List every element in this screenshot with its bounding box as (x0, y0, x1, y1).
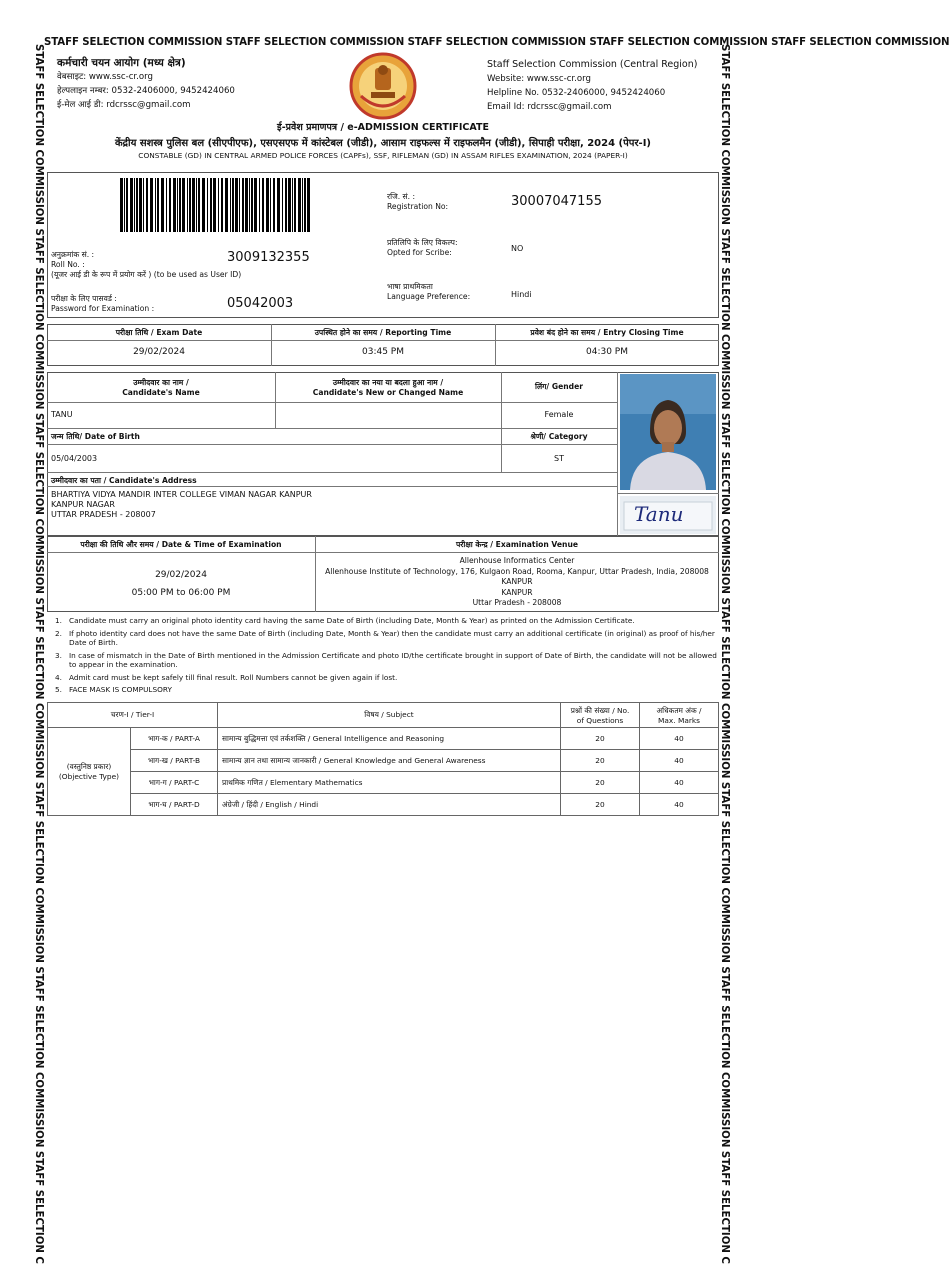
password-label: परीक्षा के लिए पासवर्ड : Password for Examination : (51, 294, 155, 313)
registration-label: रजि. सं. : Registration No: (387, 192, 449, 211)
subject-header: विषय / Subject (218, 703, 561, 728)
candidate-category: ST (554, 454, 564, 463)
venue-label: परीक्षा केन्द्र / Examination Venue (455, 540, 579, 549)
certificate-title (47, 120, 719, 160)
address-label: उम्मीदवार का पता / Candidate's Address (51, 476, 197, 485)
website-english: Website: www.ssc-cr.org (487, 74, 591, 84)
exam-datetime-label: परीक्षा की तिथि और समय / Date & Time of Examination (80, 540, 282, 549)
instruction-item: 3. In case of mismatch in the Date of Birth mentioned in the Admission Certificate and photo ID/the certificate brought in support of Date of Birth, the candidate will not be allowed to appear in the examination. (55, 650, 717, 669)
title-line-2: केंद्रीय सशस्त्र पुलिस बल (सीएपीएफ), एसएसएफ में कांस्टेबल (जीडी), आसाम राइफल्स में राइफलमैन (जीडी), सिपाही परीक्षा, 2024 (पेपर-I) (115, 138, 651, 149)
candidate-address: BHARTIYA VIDYA MANDIR INTER COLLEGE VIMAN NAGAR KANPUR KANPUR NAGAR UTTAR PRADESH - 208007 (51, 490, 312, 519)
email-hindi: ई-मेल आई डी: rdcrssc@gmail.com (57, 100, 191, 110)
category-label: श्रेणी/ Category (530, 432, 588, 441)
exam-date-header: परीक्षा तिथि / Exam Date (115, 328, 203, 337)
email-english: Email Id: rdcrssc@gmail.com (487, 102, 612, 112)
border-watermark-left: STAFF SELECTION COMMISSION STAFF SELECTION COMMISSION STAFF SELECTION COMMISSION STAFF SELECTION COMMISSION STAFF SELECTION COMMISSION STAFF SELECTION COMMISSION STAFF SELECTION C (33, 44, 44, 1264)
exam-time-value: 05:00 PM to 06:00 PM (131, 588, 231, 598)
header-left (57, 56, 235, 112)
scribe-label: प्रतिलिपि के लिए विकल्प: Opted for Scribe: (387, 238, 458, 257)
instruction-item: 2. If photo identity card does not have the same Date of Birth (including Date, Month & Year) then the candidate must carry an additional certificate (in original) as proof of his/her Date of Birth. (55, 628, 715, 647)
org-name-english: Staff Selection Commission (Central Region) (487, 59, 698, 70)
border-watermark-top: STAFF SELECTION COMMISSION STAFF SELECTION COMMISSION STAFF SELECTION COMMISSION STAFF SELECTION COMMISSION STAFF SELECTION COMMISSION (44, 37, 949, 48)
table-row: भाग-ग / PART-C प्राथमिक गणित / Elementary Mathematics 20 40 (48, 772, 719, 794)
closing-time: 04:30 PM (586, 347, 628, 357)
marks-header: अधिकतम अंक / Max. Marks (640, 703, 719, 728)
name-label: उम्मीदवार का नाम / Candidate's Name (122, 378, 200, 397)
scribe-value: NO (511, 244, 524, 253)
table-row: भाग-ख / PART-B सामान्य ज्ञान तथा सामान्य जानकारी / General Knowledge and General Awareness 20 40 (48, 750, 719, 772)
exam-date-value: 29/02/2024 (155, 570, 207, 580)
helpline-english: Helpline No. 0532-2406000, 9452424060 (487, 88, 666, 98)
barcode-icon (120, 178, 312, 232)
venue-address: Allenhouse Informatics Center Allenhouse Institute of Technology, 176, Kulgaon Road, Rooma, Kanpur, Uttar Pradesh, India, 208008 KANPUR KANPUR Uttar Pradesh - 208008 (325, 556, 709, 607)
roll-number: 3009132355 (227, 250, 310, 265)
instruction-item: 1. Candidate must carry an original photo identity card having the same Date of Birth (including Date, Month & Year) as printed on the Admission Certificate. (55, 616, 635, 625)
header-right (487, 58, 697, 114)
reporting-time-header: उपस्थित होने का समय / Reporting Time (314, 328, 452, 337)
candidate-photo (620, 374, 716, 490)
dob-label: जन्म तिथि/ Date of Birth (51, 432, 140, 441)
table-row: भाग-घ / PART-D अंग्रेजी / हिंदी / English / Hindi 20 40 (48, 794, 719, 816)
admission-certificate (47, 48, 719, 818)
language-label: भाषा प्राथमिकता Language Preference: (387, 282, 471, 301)
tier-subject-table (47, 702, 719, 816)
password-value: 05042003 (227, 296, 294, 311)
questions-header: प्रश्नों की संख्या / No. of Questions (561, 703, 640, 728)
candidate-name: TANU (51, 410, 73, 419)
national-emblem-icon (347, 52, 419, 120)
gender-label: लिंग/ Gender (535, 382, 583, 391)
exam-date: 29/02/2024 (133, 347, 185, 357)
table-row: (वस्तुनिष्ठ प्रकार) (Objective Type) भाग-क / PART-A सामान्य बुद्धिमत्ता एवं तर्कशक्ति / General Intelligence and Reasoning 20 40 (48, 728, 719, 750)
registration-number: 30007047155 (511, 194, 602, 209)
tier-header: चरण-I / Tier-I (48, 703, 218, 728)
instruction-item: 5. FACE MASK IS COMPULSORY (55, 685, 172, 694)
closing-time-header: प्रवेश बंद होने का समय / Entry Closing Time (530, 328, 684, 337)
candidate-gender: Female (544, 410, 574, 419)
border-watermark-right: STAFF SELECTION COMMISSION STAFF SELECTION COMMISSION STAFF SELECTION COMMISSION STAFF SELECTION COMMISSION STAFF SELECTION COMMISSION STAFF SELECTION COMMISSION STAFF SELECTION C (719, 44, 730, 1264)
helpline-hindi: हेल्पलाइन नम्बर: 0532-2406000, 9452424060 (57, 86, 235, 96)
candidate-dob: 05/04/2003 (51, 454, 98, 463)
org-name-hindi: कर्मचारी चयन आयोग (मध्य क्षेत्र) (57, 57, 186, 69)
roll-label: अनुक्रमांक सं. : Roll No. : (यूजर आई डी के रूप में प्रयोग करें ) (to be used as User ID) (51, 250, 242, 279)
language-value: Hindi (511, 290, 532, 299)
objective-type-cell: (वस्तुनिष्ठ प्रकार) (Objective Type) (48, 728, 131, 816)
instructions-list (53, 616, 719, 698)
instruction-item: 4. Admit card must be kept safely till final result. Roll Numbers cannot be given again if lost. (55, 672, 398, 682)
website-hindi: वेबसाइट: www.ssc-cr.org (57, 72, 154, 82)
candidate-signature: Tanu (620, 496, 716, 534)
title-line-1: ई-प्रवेश प्रमाणपत्र / e-ADMISSION CERTIFICATE (277, 122, 489, 133)
reporting-time: 03:45 PM (362, 347, 404, 357)
new-name-label: उम्मीदवार का नया या बदला हुआ नाम / Candidate's New or Changed Name (312, 378, 464, 397)
title-line-3: CONSTABLE (GD) IN CENTRAL ARMED POLICE FORCES (CAPFs), SSF, RIFLEMAN (GD) IN ASSAM RIFLES EXAMINATION, 2024 (PAPER-I) (138, 151, 628, 160)
